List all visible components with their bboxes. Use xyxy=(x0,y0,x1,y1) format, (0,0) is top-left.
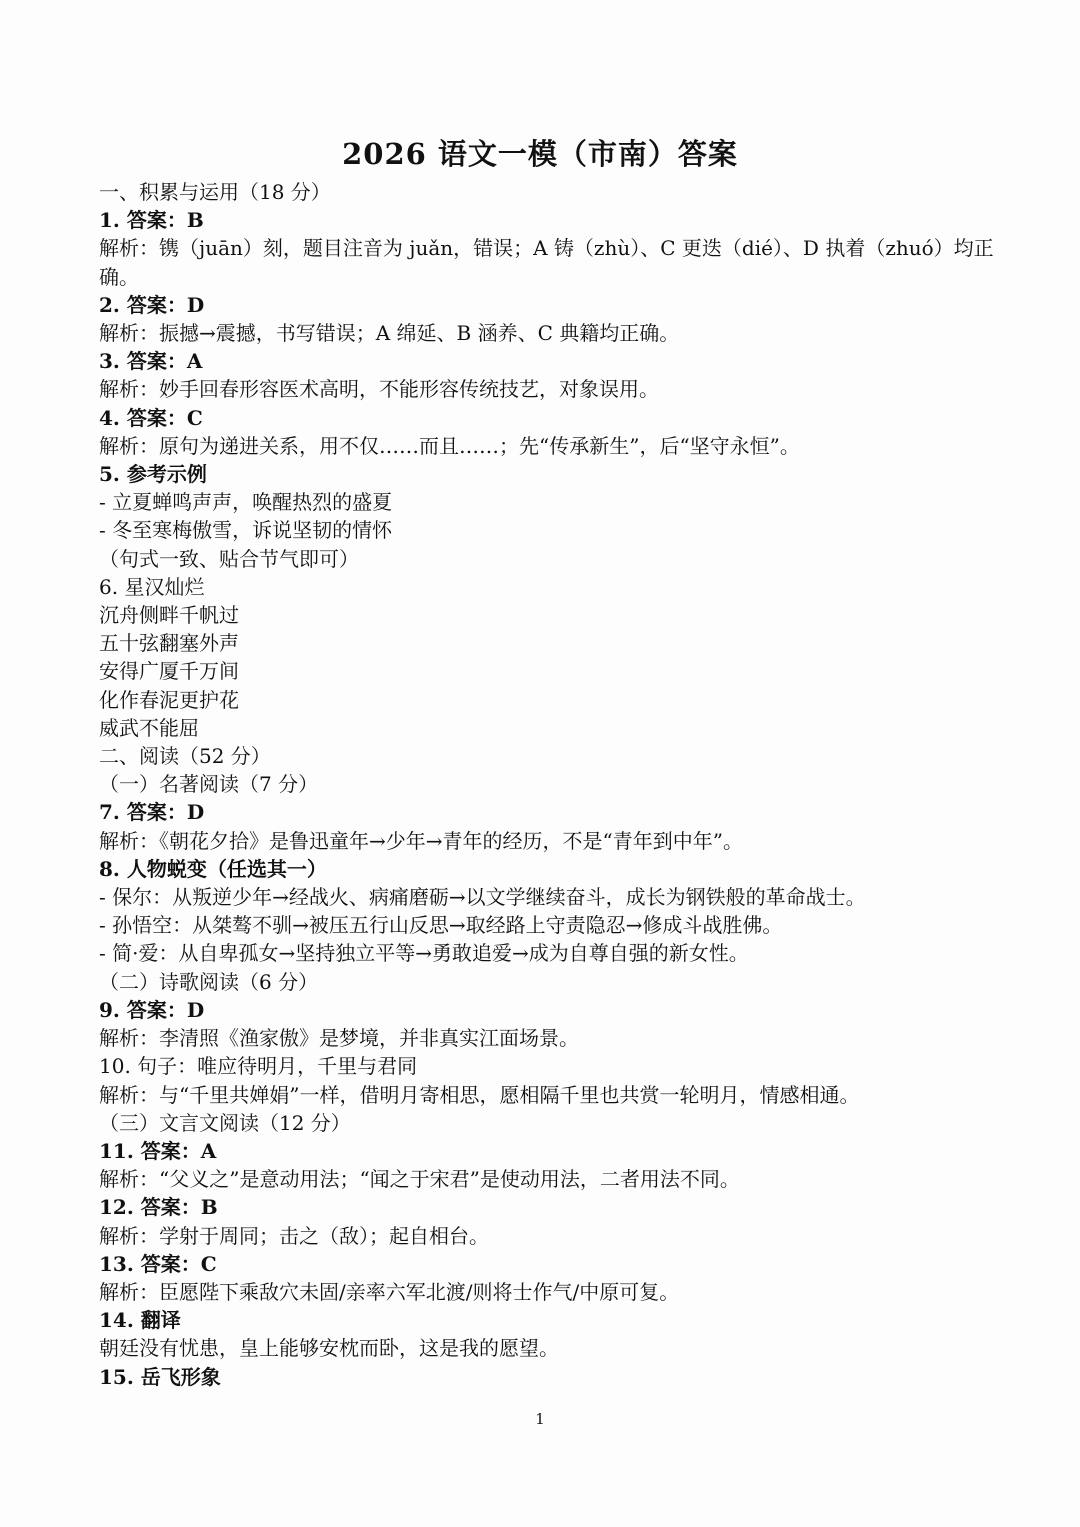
text-line: 6. 星汉灿烂 xyxy=(99,574,205,599)
text-line: 9. 答案：D xyxy=(99,997,205,1022)
text-line: 威武不能屈 xyxy=(99,715,199,740)
page-number: 1 xyxy=(535,1410,545,1428)
text-line: 12. 答案：B xyxy=(99,1195,218,1220)
text-line: 13. 答案：C xyxy=(99,1251,217,1276)
text-line: 7. 答案：D xyxy=(99,800,205,825)
text-line: 解析：“父义之”是意动用法；“闻之于宋君”是使动用法，二者用法不同。 xyxy=(99,1167,740,1192)
text-line: - 孙悟空：从桀骜不驯→被压五行山反思→取经路上守责隐忍→修成斗战胜佛。 xyxy=(99,913,783,938)
text-line: 化作春泥更护花 xyxy=(99,687,239,712)
text-line: 11. 答案：A xyxy=(99,1138,217,1163)
text-line: 解析：臣愿陛下乘敌穴未固/亲率六军北渡/则将士作气/中原可复。 xyxy=(99,1279,680,1304)
text-line: 1. 答案：B xyxy=(99,208,204,233)
text-line: - 立夏蝉鸣声声，唤醒热烈的盛夏 xyxy=(99,490,393,515)
text-line: （一）名著阅读（7 分） xyxy=(99,772,319,797)
text-line: 解析：振撼→震撼，书写错误；A 绵延、B 涵养、C 典籍均正确。 xyxy=(99,321,680,346)
text-line: 朝廷没有忧患，皇上能够安枕而卧，这是我的愿望。 xyxy=(99,1336,559,1361)
text-line: 一、积累与运用（18 分） xyxy=(99,180,331,204)
text-line: 安得广厦千万间 xyxy=(99,659,239,684)
text-line: 5. 参考示例 xyxy=(99,462,207,487)
text-line: 2. 答案：D xyxy=(99,292,205,317)
text-line: 解析：与“千里共婵娟”一样，借明月寄相思，愿相隔千里也共赏一轮明月，情感相通。 xyxy=(99,1082,860,1107)
page-title: 2026 语文一模（市南）答案 xyxy=(342,137,738,171)
text-line: - 简·爱：从自卑孤女→坚持独立平等→勇敢追爱→成为自尊自强的新女性。 xyxy=(99,941,749,966)
text-line: 解析：妙手回春形容医术高明，不能形容传统技艺，对象误用。 xyxy=(99,377,659,402)
text-line: （三）文言文阅读（12 分） xyxy=(99,1110,351,1135)
text-line: - 保尔：从叛逆少年→经战火、病痛磨砺→以文学继续奋斗，成长为钢铁般的革命战士。 xyxy=(99,885,866,910)
text-line: （二）诗歌阅读（6 分） xyxy=(99,969,319,994)
answer-content xyxy=(99,178,999,1391)
text-line: 二、阅读（52 分） xyxy=(99,744,271,769)
text-line: 8. 人物蜕变（任选其一） xyxy=(99,856,327,881)
text-line: 五十弦翻塞外声 xyxy=(99,631,239,656)
text-line: 15. 岳飞形象 xyxy=(99,1364,221,1389)
text-line: 3. 答案：A xyxy=(99,349,203,374)
text-line: 14. 翻译 xyxy=(99,1308,181,1333)
text-line: - 冬至寒梅傲雪，诉说坚韧的情怀 xyxy=(99,518,393,543)
text-line: 解析：李清照《渔家傲》是梦境，并非真实江面场景。 xyxy=(99,1026,579,1051)
text-line: 沉舟侧畔千帆过 xyxy=(99,603,239,628)
text-line: 解析：镌（juān）刻，题目注音为 juǎn，错误；A 铸（zhù）、C 更迭（dié）、D 执着（zhuó）均正确。 xyxy=(99,236,994,289)
text-line: 解析：学射于周同；击之（敌）；起自相台。 xyxy=(99,1223,489,1248)
text-line: （句式一致、贴合节气即可） xyxy=(99,546,359,571)
text-line: 解析：《朝花夕拾》是鲁迅童年→少年→青年的经历，不是“青年到中年”。 xyxy=(99,828,743,853)
text-line: 4. 答案：C xyxy=(99,405,203,430)
text-line: 解析：原句为递进关系，用不仅……而且……；先“传承新生”，后“坚守永恒”。 xyxy=(99,433,800,458)
text-line: 10. 句子：唯应待明月，千里与君同 xyxy=(99,1054,418,1079)
